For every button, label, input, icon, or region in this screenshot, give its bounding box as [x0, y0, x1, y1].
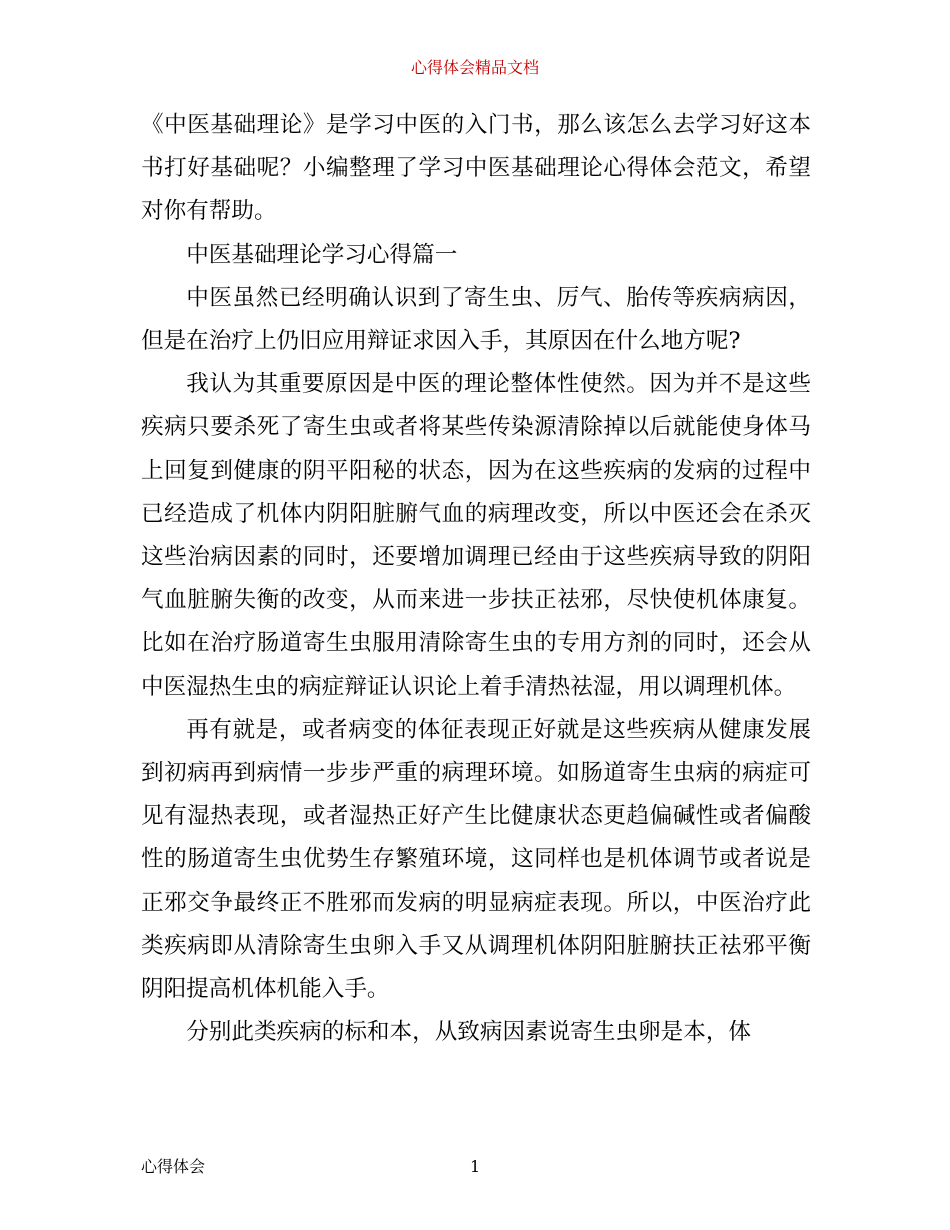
body-paragraph: 再有就是，或者病变的体征表现正好就是这些疾病从健康发展到初病再到病情一步步严重的病理环境。如肠道寄生虫病的病症可见有湿热表现，或者湿热正好产生比健康状态更趋偏碱性或者偏酸性的肠道寄生虫优势生存繁殖环境，这同样也是机体调节或者说是正邪交争最终正不胜邪而发病的明显病症表现。所以，中医治疗此类疾病即从清除寄生虫卵入手又从调理机体阴阳脏腑扶正祛邪平衡阴阳提高机体机能入手。: [141, 716, 811, 1003]
document-body: [141, 104, 811, 1054]
body-paragraph: 分别此类疾病的标和本，从致病因素说寄生虫卵是本，体: [186, 1019, 752, 1046]
body-paragraph: 中医虽然已经明确认识到了寄生虫、厉气、胎传等疾病病因，但是在治疗上仍旧应用辩证求因入手，其原因在什么地方呢?: [141, 284, 811, 355]
intro-paragraph: 《中医基础理论》是学习中医的入门书，那么该怎么去学习好这本书打好基础呢？小编整理了学习中医基础理论心得体会范文，希望对你有帮助。: [141, 112, 811, 225]
page-number: 1: [470, 1157, 481, 1176]
footer-label: 心得体会: [141, 1157, 206, 1176]
body-paragraph: 我认为其重要原因是中医的理论整体性使然。因为并不是这些疾病只要杀死了寄生虫或者将某些传染源清除掉以后就能使身体马上回复到健康的阴平阳秘的状态，因为在这些疾病的发病的过程中已经造成了机体内阴阳脏腑气血的病理改变，所以中医还会在杀灭这些治病因素的同时，还要增加调理已经由于这些疾病导致的阴阳气血脏腑失衡的改变，从而来进一步扶正祛邪，尽快使机体康复。比如在治疗肠道寄生虫服用清除寄生虫的专用方剂的同时，还会从中医湿热生虫的病症辩证认识论上着手清热祛湿，用以调理机体。: [141, 371, 811, 700]
page-header-title: 心得体会精品文档: [410, 58, 539, 77]
section-heading: 中医基础理论学习心得篇一: [186, 241, 458, 268]
